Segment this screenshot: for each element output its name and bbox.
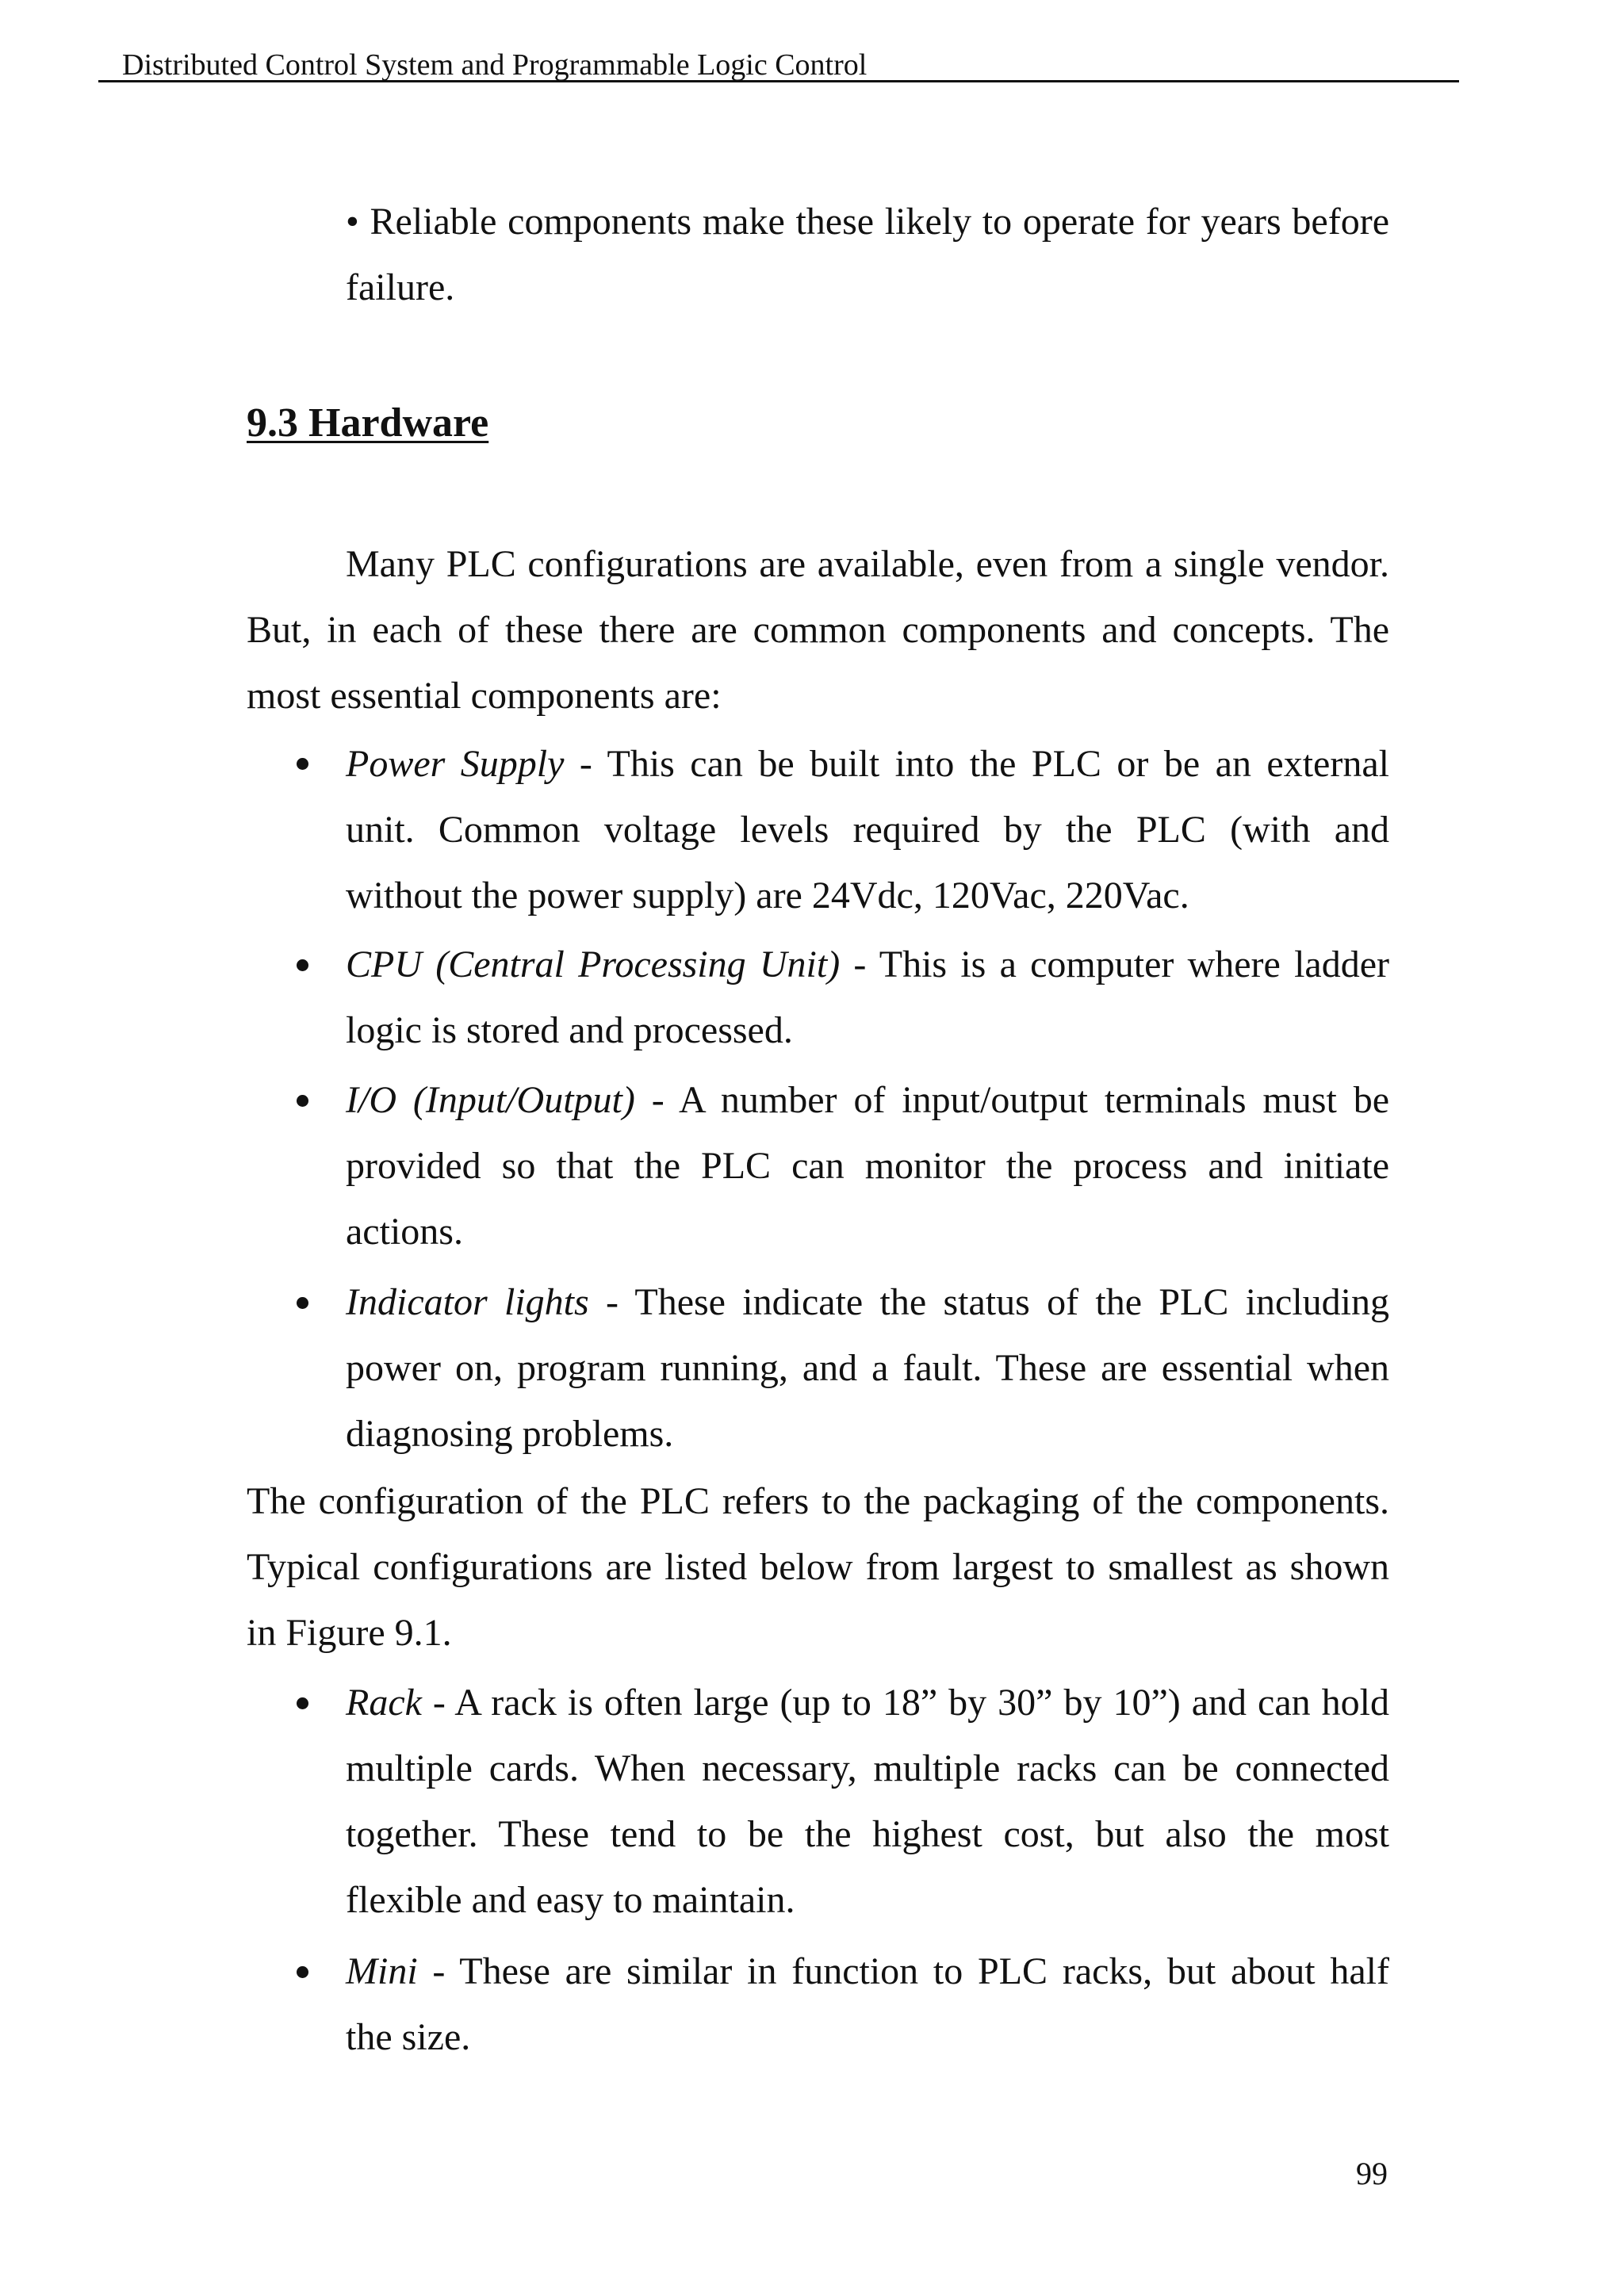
- paragraph-2-line-2: Typical configurations are listed below from largest to smallest as shown: [247, 1546, 1389, 1588]
- list-item-line-2: power on, program running, and a fault. These are essential when: [346, 1347, 1389, 1389]
- running-header: [98, 46, 1459, 82]
- bullet-icon: [297, 758, 308, 770]
- list-item-line-2: the size.: [346, 2016, 471, 2058]
- intro-bullet-line-2: failure.: [346, 266, 455, 308]
- list-item-line-1: [346, 740, 1389, 788]
- running-header-title: Distributed Control System and Programmable Logic Control: [122, 48, 868, 82]
- list-item-line-3: actions.: [346, 1211, 463, 1253]
- paragraph-1-line-1: Many PLC configurations are available, even from a single vendor.: [346, 543, 1389, 585]
- bullet-icon: [297, 1297, 308, 1309]
- list-item-text: - These indicate the status of the PLC including: [588, 1281, 1390, 1323]
- bullet-icon: [297, 1697, 308, 1709]
- list-item-line-4: flexible and easy to maintain.: [346, 1879, 795, 1921]
- list-item-line-1: [346, 1077, 1389, 1124]
- paragraph-2-line-1: The configuration of the PLC refers to the packaging of the components.: [247, 1480, 1389, 1522]
- list-item-text: - A rack is often large (up to 18” by 30” by 10”) and can hold: [421, 1682, 1389, 1724]
- list-item-line-2: provided so that the PLC can monitor the process and initiate: [346, 1145, 1389, 1187]
- list-item-text: - This is a computer where ladder: [840, 943, 1389, 985]
- list-item-line-3: without the power supply) are 24Vdc, 120Vac, 220Vac.: [346, 874, 1189, 916]
- list-item-term: Mini: [346, 1950, 418, 1992]
- list-item-term: I/O (Input/Output): [346, 1079, 635, 1121]
- list-item-term: Power Supply: [346, 743, 565, 785]
- paragraph-1-line-2: But, in each of these there are common components and concepts. The: [247, 609, 1389, 651]
- list-item-line-3: diagnosing problems.: [346, 1413, 674, 1455]
- list-item-term: CPU (Central Processing Unit): [346, 943, 841, 985]
- list-item-text: - This can be built into the PLC or be an external: [564, 743, 1389, 785]
- list-item-term: Indicator lights: [346, 1281, 589, 1323]
- paragraph-1-line-3: most essential components are:: [247, 675, 722, 717]
- list-item-line-1: [346, 1279, 1389, 1326]
- list-item-text: - A number of input/output terminals must be: [634, 1079, 1389, 1121]
- list-item-text: - These are similar in function to PLC racks, but about half: [417, 1950, 1389, 1992]
- list-item-term: Rack: [346, 1682, 422, 1724]
- list-item-line-2: multiple cards. When necessary, multiple racks can be connected: [346, 1747, 1389, 1789]
- list-item-line-1: [346, 941, 1389, 989]
- section-heading: 9.3 Hardware: [247, 400, 489, 446]
- bullet-icon: [297, 1095, 308, 1107]
- list-item-line-1: [346, 1948, 1389, 1996]
- list-item-line-3: together. These tend to be the highest cost, but also the most: [346, 1813, 1389, 1855]
- intro-bullet-line-1: • Reliable components make these likely to operate for years before: [346, 201, 1389, 243]
- paragraph-2-line-3: in Figure 9.1.: [247, 1612, 452, 1654]
- bullet-icon: [297, 1966, 308, 1978]
- list-item-line-1: [346, 1679, 1389, 1727]
- bullet-icon: [297, 959, 308, 971]
- list-item-line-2: logic is stored and processed.: [346, 1009, 793, 1051]
- page-number: 99: [1356, 2156, 1388, 2191]
- list-item-line-2: unit. Common voltage levels required by the PLC (with and: [346, 809, 1389, 851]
